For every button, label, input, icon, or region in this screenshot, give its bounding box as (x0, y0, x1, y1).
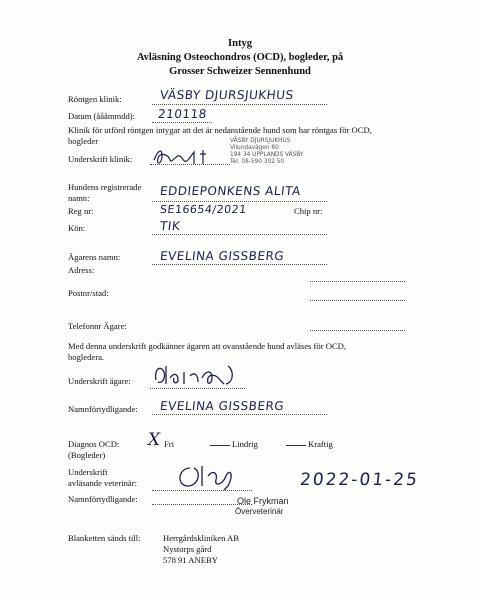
clinic-signature-line (150, 164, 230, 165)
vet-signature (172, 460, 242, 492)
blank-line (286, 445, 306, 446)
blank-line (210, 445, 230, 446)
diagnosis-option-fri[interactable]: Fri (164, 439, 175, 449)
clinic-statement-line2: bogleder (68, 136, 99, 146)
owner-printed-name-label: Namnförtydligande: (68, 404, 138, 414)
owner-signature-label: Underskrift ägare: (68, 376, 131, 386)
stamp-line-2: Vilundavägen 80 (230, 145, 279, 151)
footer-address-line2: Nystorps gård (163, 544, 212, 554)
sex-label: Kön: (68, 223, 86, 233)
sex-line (152, 234, 327, 235)
reg-nr-value: SE16654/2021 (159, 203, 248, 216)
postal-label: Postnr/stad: (68, 288, 109, 298)
address-label: Adress: (68, 265, 95, 275)
dog-reg-name-line (152, 201, 327, 202)
option-lindrig-label: Lindrig (232, 439, 258, 449)
stamp-line-4: Tel. 08-590 302 50 (230, 159, 285, 165)
footer-address-line1: Herrgårdskliniken AB (163, 533, 239, 543)
phone-label: Telefonnr Ägare: (68, 321, 127, 331)
document-subtitle-line1: Avläsning Osteochondros (OCD), bogleder, på (136, 52, 344, 63)
document-subtitle-line2: Grosser Schweizer Sennenhund (169, 66, 311, 77)
owner-signature-line (150, 388, 245, 389)
diagnosis-check-mark: X (148, 430, 161, 450)
postal-line (310, 300, 405, 301)
owner-name-label: Ägarens namn: (68, 252, 121, 262)
diagnosis-label-line1: Diagnos OCD: (68, 439, 120, 449)
phone-line (310, 330, 405, 331)
vet-signature-label-line2: avläsande veterinär: (68, 478, 137, 488)
footer-address-line3: 578 91 ANEBY (163, 555, 218, 565)
owner-name-value: EVELINA GISSBERG (159, 249, 285, 263)
owner-consent-line2: bogledera. (68, 352, 105, 362)
xray-clinic-value: VÄSBY DJURSJUKHUS (159, 88, 295, 102)
xray-clinic-line (152, 104, 327, 105)
diagnosis-option-kraftig[interactable] (286, 439, 333, 449)
vet-printed-name-label: Namnförtydligande: (68, 494, 138, 504)
owner-signature (150, 360, 240, 390)
dog-reg-name-label-line1: Hundens registrerade (68, 182, 142, 192)
stamp-line-3: 194 34 UPPLANDS VÄSBY (230, 152, 304, 158)
vet-printed-name-value: Ole Frykman (237, 496, 289, 506)
stamp-line-1: VÄSBY DJURSJUKHUS (230, 138, 291, 144)
clinic-signature-label: Underskrift klinik: (68, 154, 133, 164)
date-label: Datum (åååmmdd): (68, 111, 136, 121)
reg-nr-label: Reg nr: (68, 206, 94, 216)
clinic-stamp (230, 138, 303, 166)
owner-name-line (152, 264, 327, 265)
owner-printed-name-line (152, 414, 327, 415)
owner-printed-name-value: EVELINA GISSBERG (159, 399, 285, 413)
diagnosis-label-line2: (Bogleder) (68, 450, 106, 460)
vet-signature-label-line1: Underskrift (68, 467, 108, 477)
vet-signature-line (152, 490, 252, 491)
diagnosis-option-lindrig[interactable] (210, 439, 258, 449)
xray-clinic-label: Röntgen klinik: (68, 94, 122, 104)
document-title: Intyg (228, 38, 252, 49)
clinic-signature (150, 142, 220, 170)
date-value: 210118 (157, 107, 208, 121)
vet-title-value: Överveterinär (235, 507, 284, 516)
option-kraftig-label: Kraftig (308, 439, 333, 449)
date-line (152, 122, 212, 123)
send-to-label: Blanketten sänds till: (68, 533, 141, 543)
chip-nr-label: Chip nr: (294, 206, 323, 216)
dog-reg-name-label-line2: namn: (68, 193, 90, 203)
vet-date-value: 2022-01-25 (298, 470, 420, 490)
sex-value: TIK (159, 219, 181, 233)
dog-reg-name-value: EDDIEPONKENS ALITA (159, 184, 302, 198)
owner-consent-line1: Med denna underskrift godkänner ägaren att ovanstående hund avläses för OCD, (68, 341, 347, 351)
clinic-statement-line1: Klinik för utförd röntgen intygar att det är nedanstående hund som har röntgas för OCD, (68, 125, 372, 135)
address-line (310, 281, 405, 282)
